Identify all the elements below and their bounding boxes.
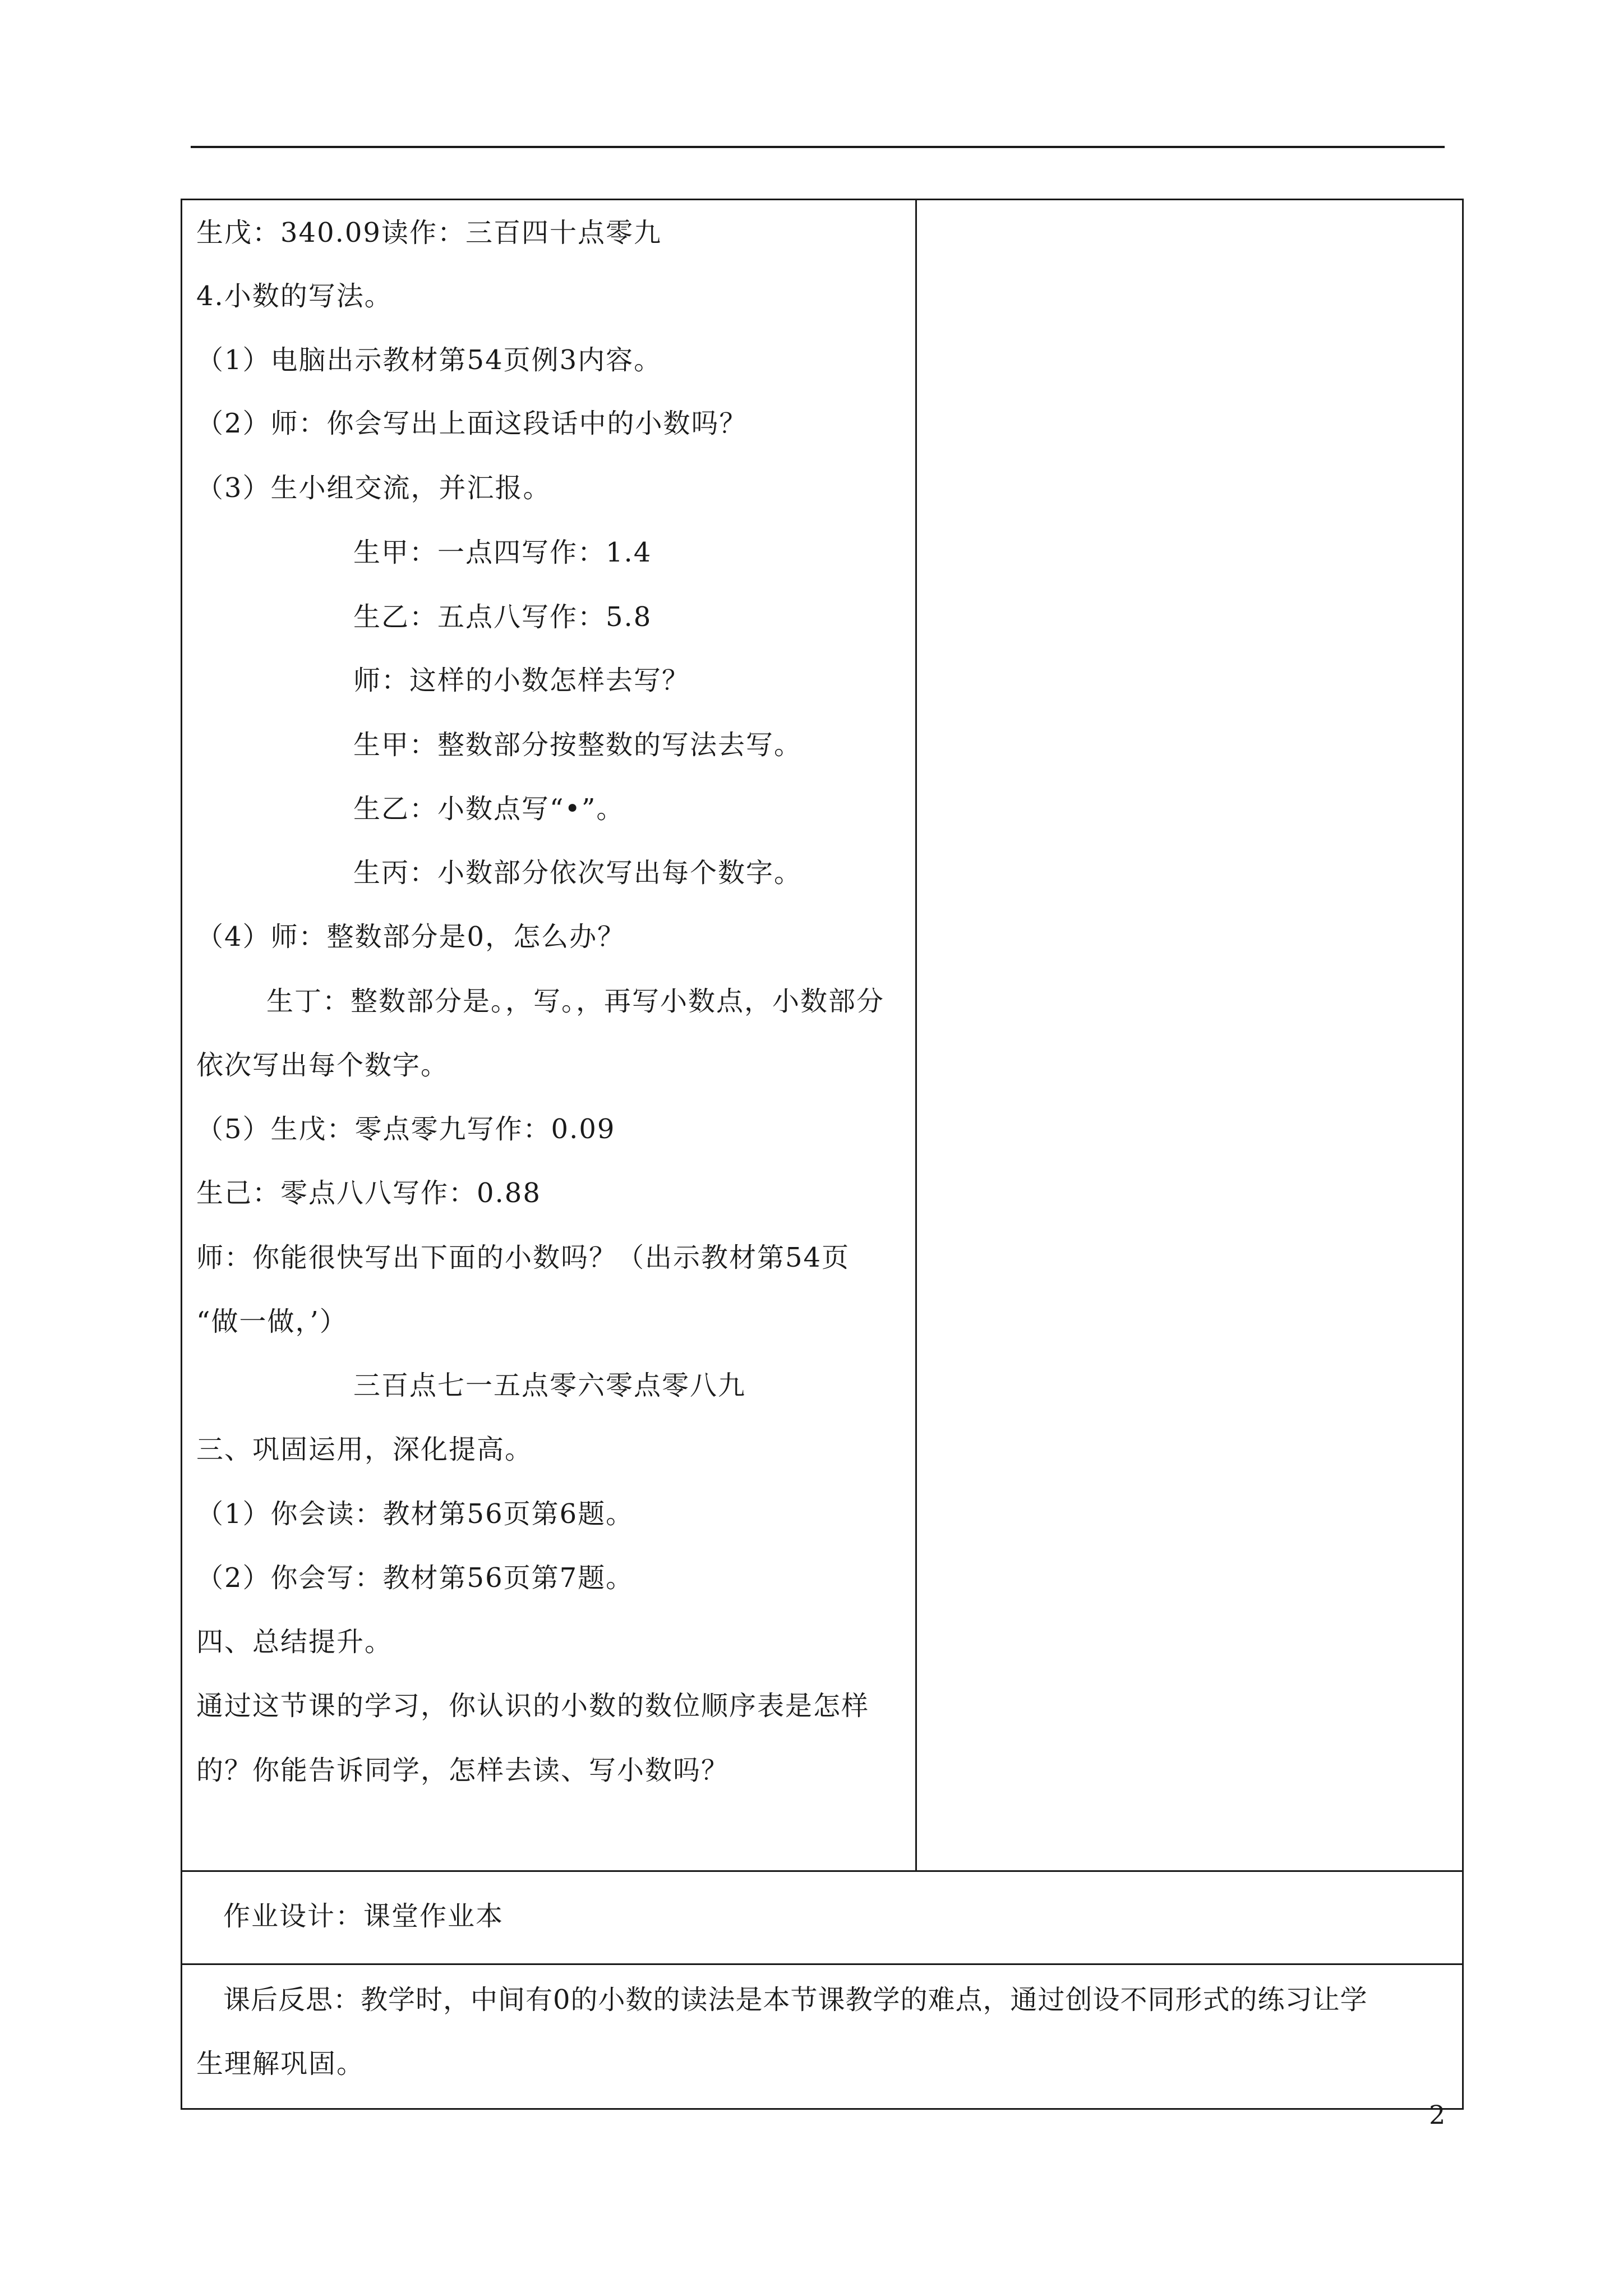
- column-divider: [915, 199, 917, 1872]
- text-line: 生丁：整数部分是。，写。，再写小数点，小数部分: [266, 986, 885, 1017]
- row-divider-homework: [181, 1870, 1464, 1872]
- text-line: （2）你会写：教材第56页第7题。: [196, 1562, 634, 1594]
- reflection-text: 生理解巩固。: [196, 2048, 365, 2079]
- text-line: 师：你能很快写出下面的小数吗？（出示教材第54页: [196, 1242, 850, 1273]
- header-rule: [191, 146, 1445, 148]
- text-line: 三、巩固运用，深化提高。: [196, 1434, 533, 1465]
- text-line: （5）生戊：零点零九写作：0.09: [196, 1114, 616, 1145]
- text-line: 生乙：小数点写“•”。: [353, 793, 625, 825]
- homework-text: 作业设计：课堂作业本: [223, 1901, 504, 1932]
- text-line: 生戊：340.09读作：三百四十点零九: [196, 217, 662, 249]
- text-line: （4）师：整数部分是0，怎么办？: [196, 921, 626, 953]
- text-line: （2）师：你会写出上面这段话中的小数吗？: [196, 408, 748, 439]
- text-line: “做一做，’）: [196, 1306, 348, 1337]
- text-line: 生丙：小数部分依次写出每个数字。: [353, 857, 803, 889]
- text-line: 师：这样的小数怎样去写？: [353, 665, 690, 696]
- text-line: 依次写出每个数字。: [196, 1050, 449, 1081]
- text-line: 生甲：整数部分按整数的写法去写。: [353, 729, 803, 761]
- text-line: 生乙：五点八写作：5.8: [353, 601, 652, 633]
- text-line: 生甲：一点四写作：1.4: [353, 537, 652, 568]
- text-line: 4.小数的写法。: [196, 280, 393, 312]
- text-line: 四、总结提升。: [196, 1626, 393, 1658]
- text-line: 三百点七一五点零六零点零八九: [353, 1370, 746, 1401]
- reflection-text: 课后反思：教学时，中间有0的小数的读法是本节课教学的难点，通过创设不同形式的练习让学: [223, 1984, 1368, 2016]
- text-line: 的？你能告诉同学，怎样去读、写小数吗？: [196, 1755, 730, 1786]
- text-line: （1）电脑出示教材第54页例3内容。: [196, 344, 662, 376]
- text-line: （3）生小组交流，并汇报。: [196, 472, 551, 504]
- text-line: （1）你会读：教材第56页第6题。: [196, 1498, 634, 1530]
- text-line: 通过这节课的学习，你认识的小数的数位顺序表是怎样: [196, 1690, 870, 1722]
- text-line: 生己：零点八八写作：0.88: [196, 1177, 541, 1209]
- page-number: 2: [1429, 2100, 1446, 2130]
- row-divider-reflection: [181, 1963, 1464, 1965]
